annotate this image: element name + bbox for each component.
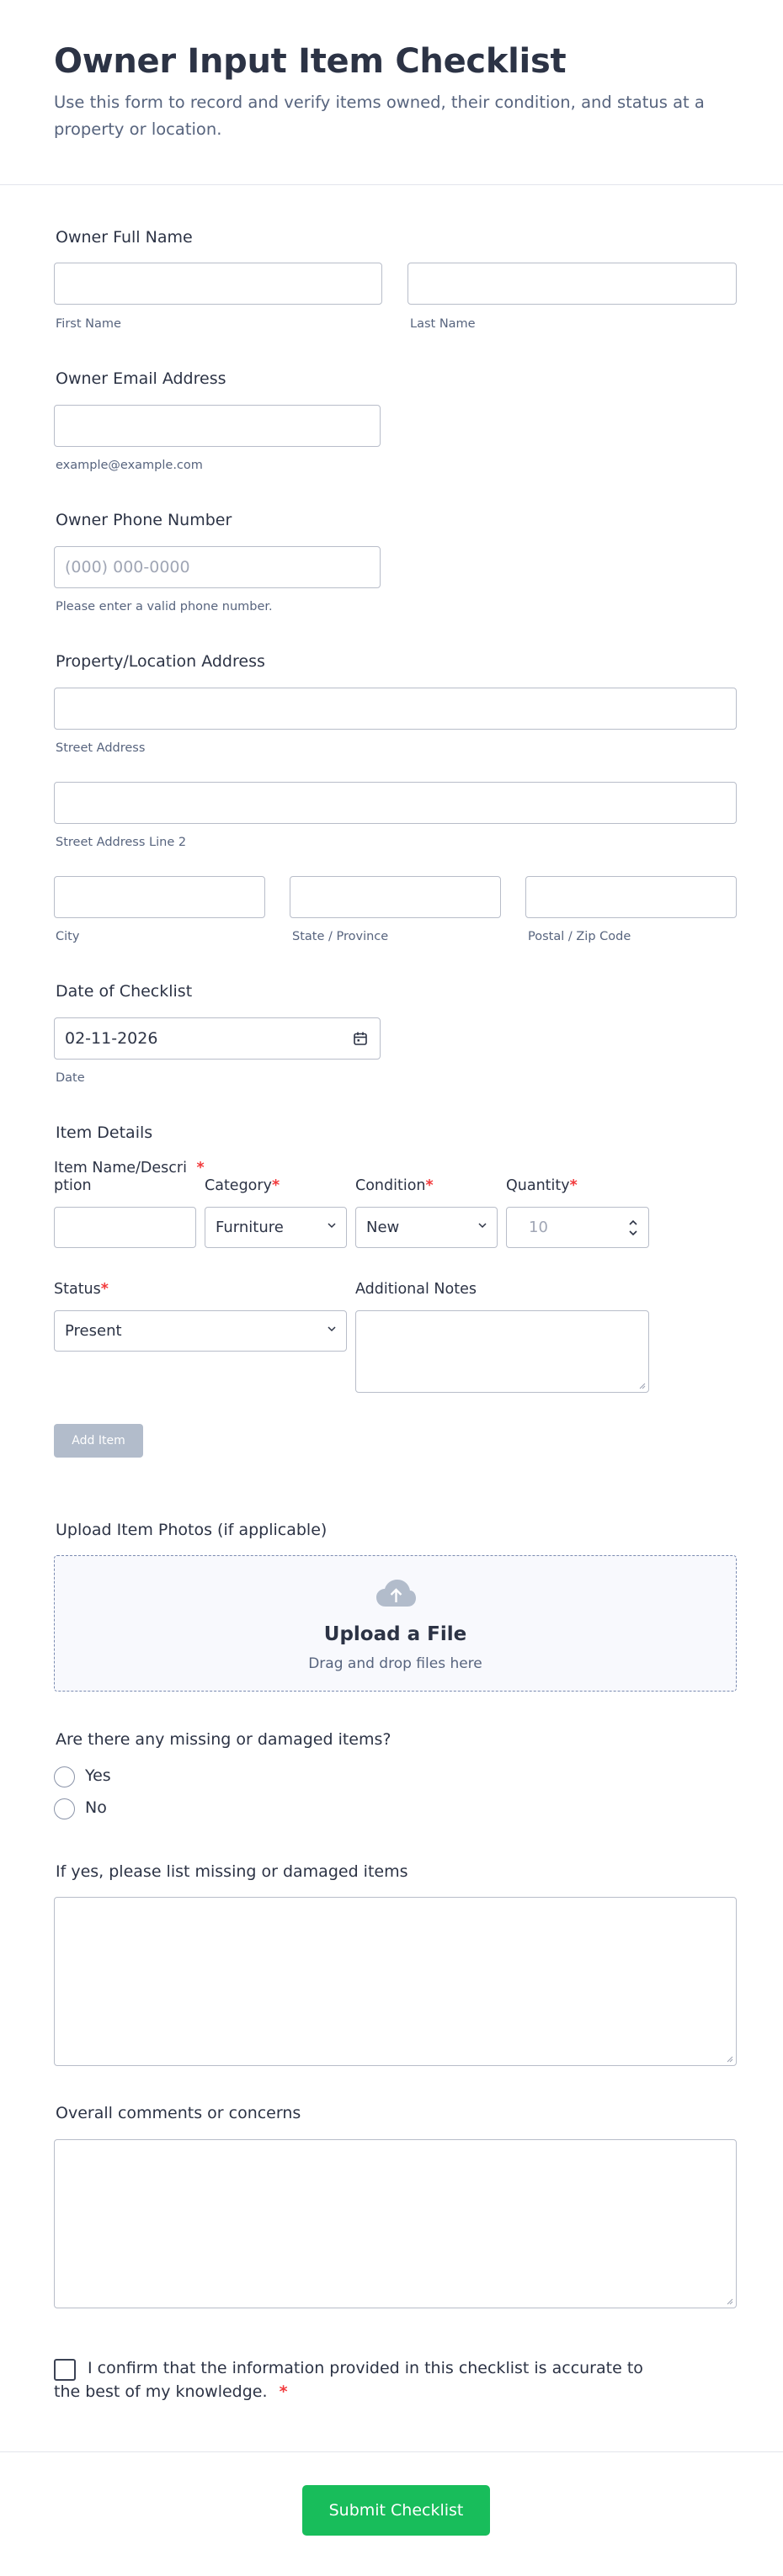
stepper-arrows-icon[interactable] [628, 1218, 638, 1238]
owner-phone-label: Owner Phone Number [56, 511, 232, 529]
quantity-placeholder: 10 [529, 1219, 548, 1236]
zip-sublabel: Postal / Zip Code [528, 930, 631, 943]
status-label [54, 1281, 109, 1299]
resize-grip-icon[interactable] [726, 2297, 733, 2305]
footer-divider [0, 2451, 783, 2452]
file-upload-dropzone[interactable] [54, 1555, 737, 1692]
chevron-down-icon [328, 1325, 336, 1333]
state-input[interactable] [290, 876, 501, 918]
chevron-down-icon [478, 1221, 487, 1230]
missing-question-label: Are there any missing or damaged items? [56, 1730, 392, 1749]
upload-subtitle: Drag and drop files here [308, 1655, 482, 1672]
last-name-input[interactable] [407, 263, 737, 305]
form-subtitle: Use this form to record and verify items owned, their condition, and status at a property or location. [54, 93, 705, 139]
email-field[interactable] [54, 405, 381, 447]
additional-notes-label: Additional Notes [355, 1281, 477, 1298]
upload-label: Upload Item Photos (if applicable) [56, 1521, 328, 1539]
resize-grip-icon[interactable] [638, 1382, 646, 1389]
condition-selected-value: New [366, 1219, 400, 1236]
date-value: 02-11-2026 [65, 1029, 158, 1048]
last-name-sublabel: Last Name [410, 317, 476, 331]
first-name-sublabel: First Name [56, 317, 121, 331]
date-input[interactable] [54, 1017, 381, 1060]
phone-field[interactable] [54, 546, 381, 588]
item-name-input[interactable] [54, 1207, 196, 1248]
comments-textarea[interactable] [54, 2139, 737, 2308]
required-asterisk: * [271, 1177, 280, 1194]
phone-sublabel: Please enter a valid phone number. [56, 600, 273, 613]
condition-select[interactable] [355, 1207, 498, 1248]
required-asterisk: * [425, 1177, 434, 1194]
item-name-label-line2: ption [54, 1177, 92, 1194]
quantity-label-text: Quantity [506, 1177, 570, 1194]
add-item-button[interactable]: Add Item [54, 1424, 143, 1458]
calendar-icon[interactable] [353, 1031, 368, 1046]
phone-placeholder: (000) 000-0000 [65, 558, 190, 576]
submit-button[interactable]: Submit Checklist [302, 2485, 490, 2536]
condition-label-text: Condition [355, 1177, 426, 1194]
city-sublabel: City [56, 930, 80, 943]
item-name-column-label [54, 1160, 205, 1195]
required-asterisk: * [569, 1177, 578, 1194]
status-selected-value: Present [65, 1322, 122, 1340]
radio-no-label[interactable]: No [85, 1798, 107, 1817]
category-label-text: Category [205, 1177, 272, 1194]
street-address-line2-input[interactable] [54, 782, 737, 824]
required-asterisk: * [196, 1160, 205, 1176]
required-asterisk: * [100, 1281, 109, 1298]
address-label: Property/Location Address [56, 652, 265, 671]
owner-email-label: Owner Email Address [56, 369, 226, 388]
email-sublabel: example@example.com [56, 459, 203, 472]
quantity-stepper[interactable] [506, 1207, 649, 1248]
category-select[interactable] [205, 1207, 347, 1248]
category-column-label [205, 1177, 280, 1195]
first-name-input[interactable] [54, 263, 382, 305]
required-asterisk: * [279, 2382, 288, 2401]
radio-yes[interactable] [54, 1766, 75, 1787]
date-label: Date of Checklist [56, 982, 193, 1001]
condition-column-label [355, 1177, 434, 1195]
state-sublabel: State / Province [292, 930, 389, 943]
resize-grip-icon[interactable] [726, 2055, 733, 2063]
confirm-text [54, 2356, 643, 2403]
owner-name-label: Owner Full Name [56, 228, 193, 247]
radio-no[interactable] [54, 1798, 75, 1819]
date-sublabel: Date [56, 1071, 85, 1085]
chevron-down-icon [328, 1221, 336, 1230]
form-title: Owner Input Item Checklist [54, 42, 567, 81]
confirm-label: I confirm that the information provided in this checklist is accurate to the best of my knowledge. [54, 2359, 643, 2401]
additional-notes-textarea[interactable] [355, 1310, 649, 1393]
quantity-column-label [506, 1177, 578, 1195]
status-select[interactable] [54, 1310, 347, 1352]
street-address-input[interactable] [54, 688, 737, 730]
zip-input[interactable] [525, 876, 737, 918]
cloud-upload-icon [375, 1578, 417, 1608]
radio-yes-label[interactable]: Yes [85, 1766, 111, 1785]
missing-items-textarea[interactable] [54, 1897, 737, 2066]
form-header [0, 0, 783, 185]
category-selected-value: Furniture [216, 1219, 284, 1236]
city-input[interactable] [54, 876, 265, 918]
missing-list-label: If yes, please list missing or damaged items [56, 1862, 408, 1881]
comments-label: Overall comments or concerns [56, 2104, 301, 2122]
item-details-label: Item Details [56, 1123, 153, 1142]
street-address-sublabel: Street Address [56, 741, 146, 755]
street-address-line2-sublabel: Street Address Line 2 [56, 836, 187, 849]
status-label-text: Status [54, 1281, 101, 1298]
item-name-label-line1: Item Name/Descri [54, 1160, 187, 1176]
upload-title: Upload a File [323, 1623, 467, 1645]
